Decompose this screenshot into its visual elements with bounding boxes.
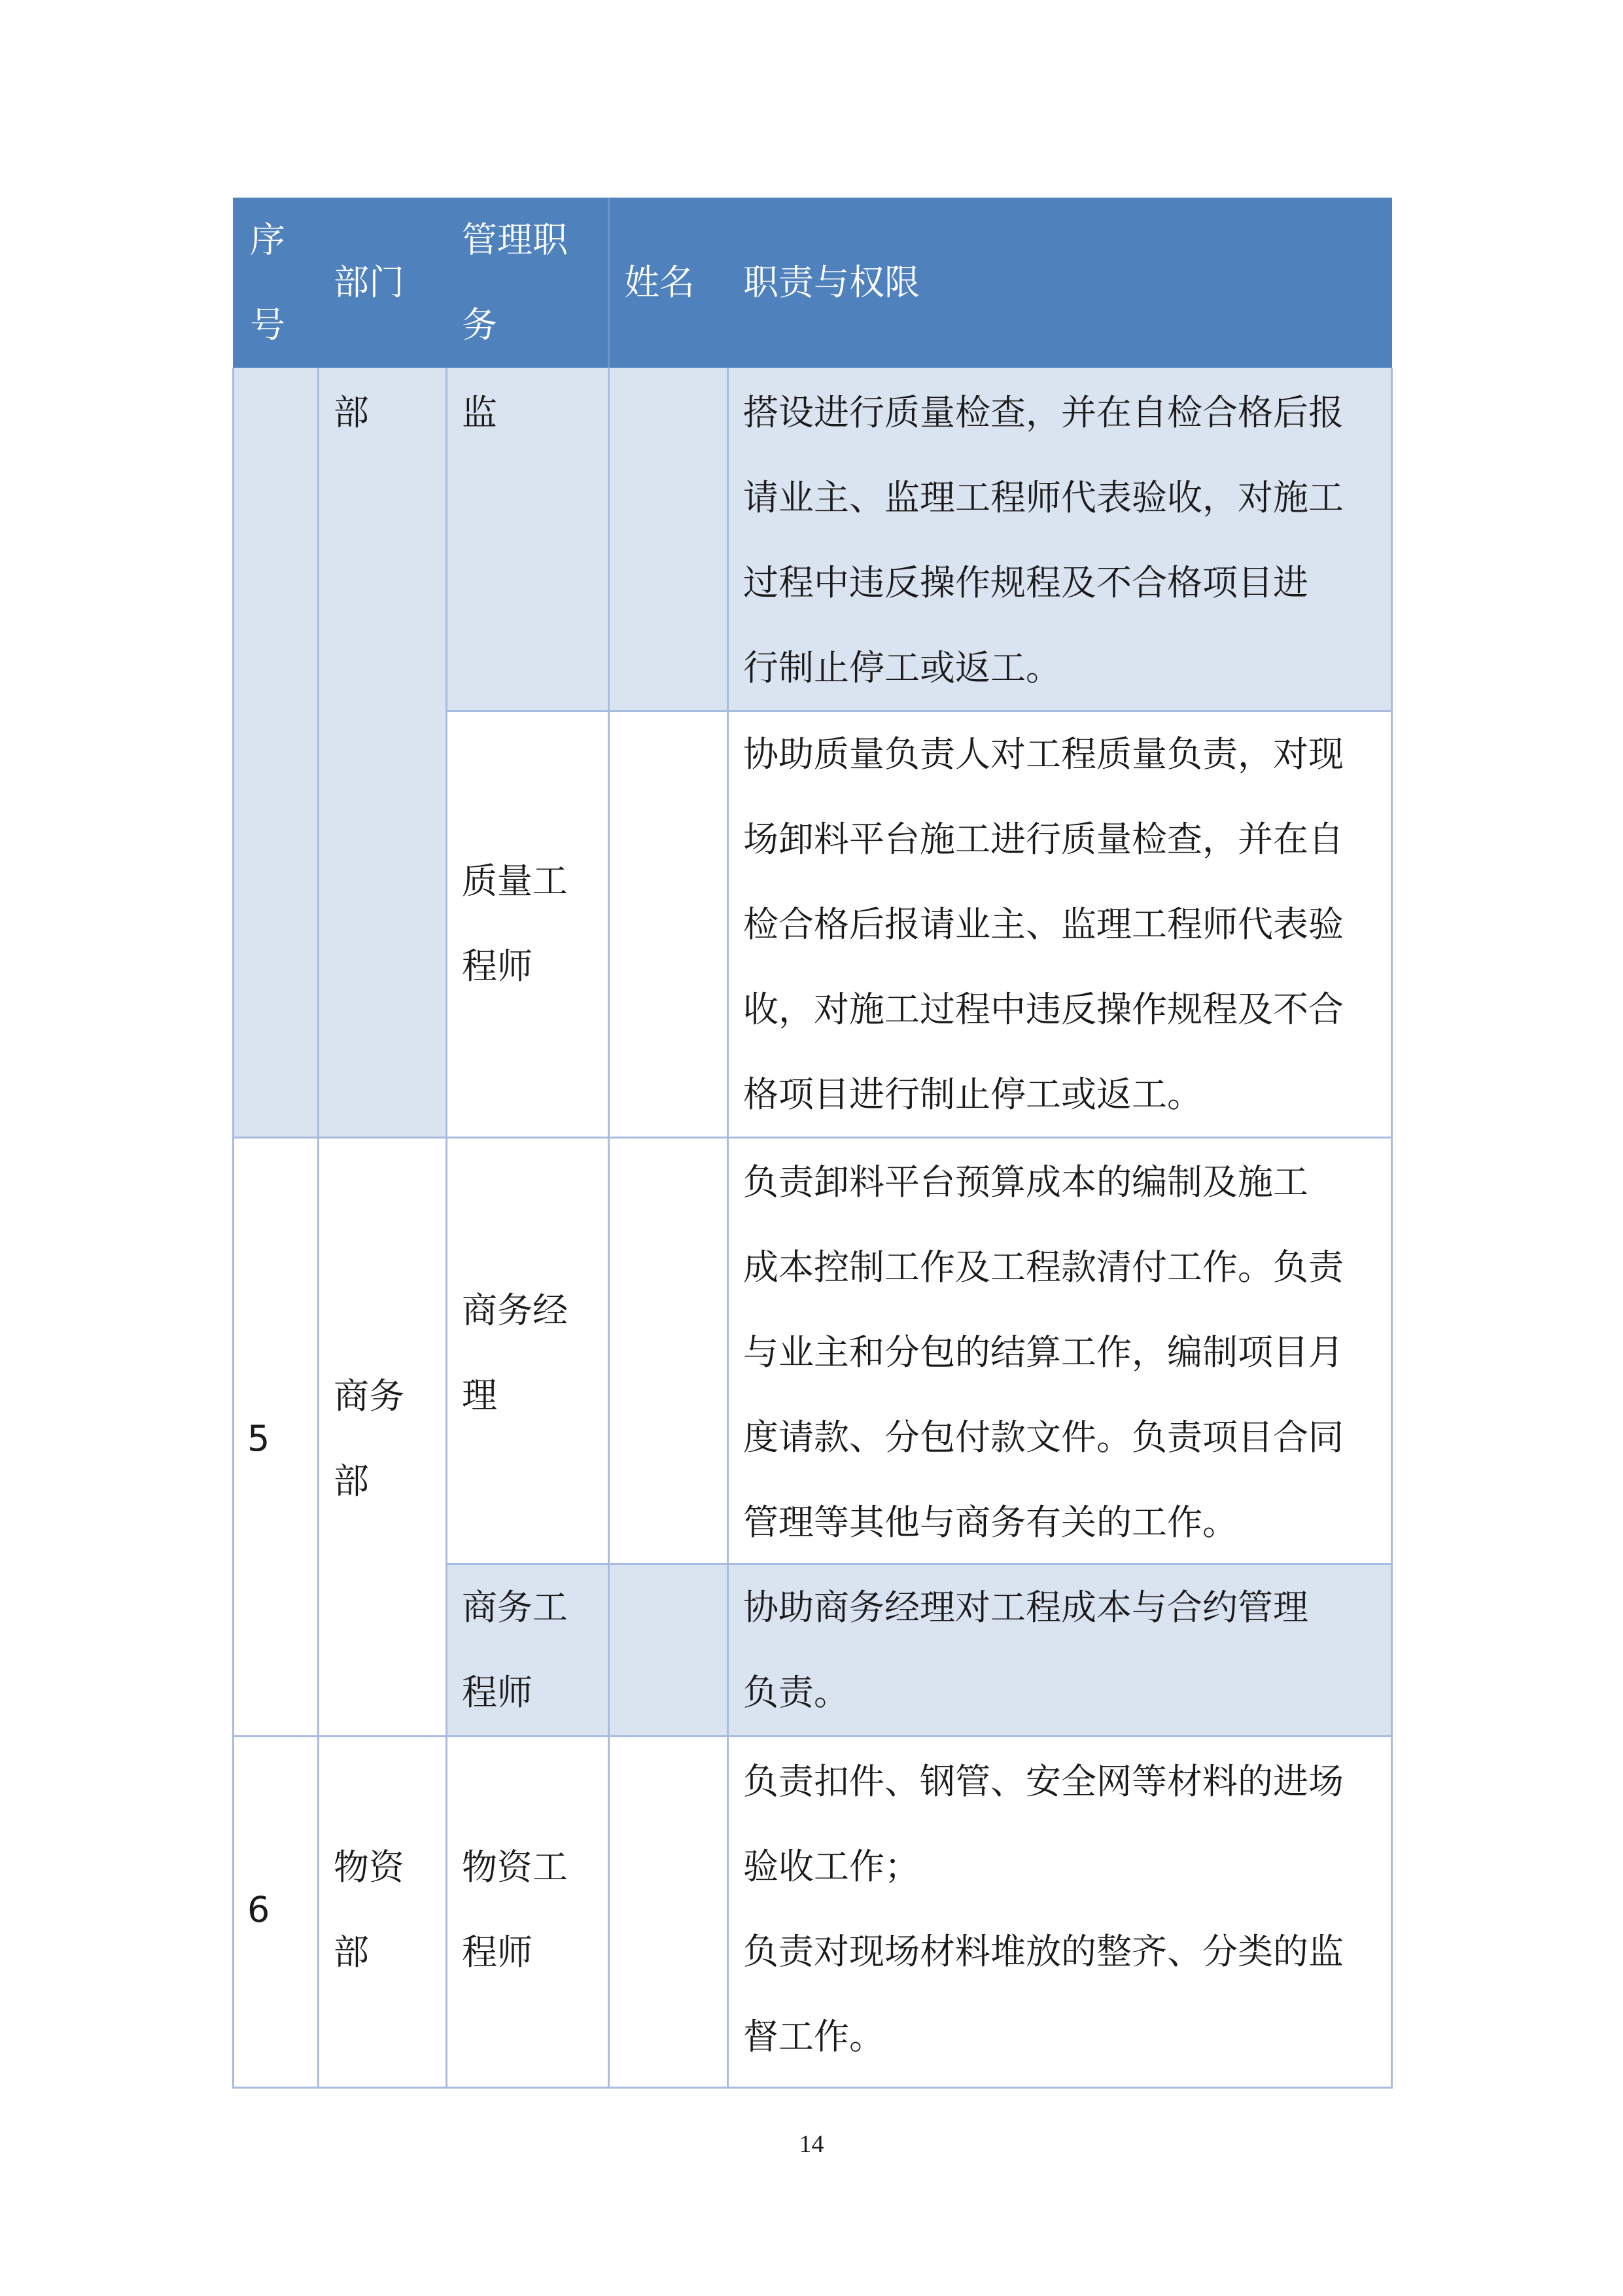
row3-duty-line4: 度请款、分包付款文件。负责项目合同 xyxy=(743,1417,1344,1458)
row3-role-line1: 商务经 xyxy=(462,1290,568,1331)
row1-name-cell xyxy=(608,368,727,711)
row3-duty-line5: 管理等其他与商务有关的工作。 xyxy=(743,1502,1238,1543)
row5-seq: 6 xyxy=(247,1889,270,1930)
row5-duty-line1: 负责扣件、钢管、安全网等材料的进场 xyxy=(743,1761,1344,1802)
seq-cell-continued xyxy=(233,368,318,1137)
dept-cell-continued xyxy=(318,368,446,1137)
row2-duty-line4: 收，对施工过程中违反操作规程及不合 xyxy=(743,989,1344,1030)
row5-role-line1: 物资工 xyxy=(462,1846,568,1888)
header-seq-line2: 号 xyxy=(250,304,285,345)
grid-line xyxy=(445,710,1393,712)
row4-role-line1: 商务工 xyxy=(462,1587,568,1628)
page-number: 14 xyxy=(799,2130,824,2158)
header-seq-line1: 序 xyxy=(250,219,285,260)
grid-line xyxy=(232,1137,1393,1139)
row5-dept-line2: 部 xyxy=(334,1932,369,1973)
grid-line xyxy=(445,368,447,2089)
row5-dept-line1: 物资 xyxy=(334,1846,404,1888)
header-dept: 部门 xyxy=(334,262,404,303)
grid-line xyxy=(1391,368,1393,2089)
row3-duty-line1: 负责卸料平台预算成本的编制及施工 xyxy=(743,1161,1308,1203)
grid-line xyxy=(232,1735,1393,1737)
row4-duty-line1: 协助商务经理对工程成本与合约管理 xyxy=(743,1587,1308,1628)
header-duty: 职责与权限 xyxy=(743,262,920,303)
grid-line xyxy=(727,368,729,2089)
header-name: 姓名 xyxy=(624,262,695,303)
row3-duty-line3: 与业主和分包的结算工作，编制项目月 xyxy=(743,1332,1344,1373)
row2-duty-line2: 场卸料平台施工进行质量检查，并在自 xyxy=(743,819,1344,860)
grid-line xyxy=(445,1563,1393,1565)
grid-line xyxy=(232,368,234,2089)
row3-dept-line2: 部 xyxy=(334,1460,369,1502)
row2-duty-line5: 格项目进行制止停工或返工。 xyxy=(743,1074,1202,1115)
grid-line xyxy=(608,368,610,2089)
table-header xyxy=(233,198,1392,368)
row2-role-line2: 程师 xyxy=(462,945,532,987)
row5-duty-line2: 验收工作； xyxy=(743,1846,920,1887)
header-role-line1: 管理职 xyxy=(462,219,568,260)
row5-duty-line3: 负责对现场材料堆放的整齐、分类的监 xyxy=(743,1931,1344,1972)
row3-seq: 5 xyxy=(247,1418,270,1459)
row1-duty-line1: 搭设进行质量检查，并在自检合格后报 xyxy=(743,392,1344,433)
row3-role-line2: 理 xyxy=(462,1375,497,1416)
row5-role-line2: 程师 xyxy=(462,1932,532,1973)
row1-duty-line3: 过程中违反操作规程及不合格项目进 xyxy=(743,562,1308,603)
row1-dept: 部 xyxy=(334,392,369,433)
row2-role-line1: 质量工 xyxy=(462,860,568,902)
row2-duty-line3: 检合格后报请业主、监理工程师代表验 xyxy=(743,904,1344,945)
row3-dept-line1: 商务 xyxy=(334,1375,404,1417)
row4-name-cell xyxy=(608,1564,727,1735)
row3-duty-line2: 成本控制工作及工程款清付工作。负责 xyxy=(743,1246,1344,1288)
grid-line xyxy=(232,2087,1393,2089)
grid-line xyxy=(608,198,610,368)
row4-duty-line2: 负责。 xyxy=(743,1672,849,1713)
grid-line xyxy=(317,368,319,2089)
row1-duty-line2: 请业主、监理工程师代表验收，对施工 xyxy=(743,477,1344,518)
header-role-line2: 务 xyxy=(462,304,497,345)
row5-duty-line4: 督工作。 xyxy=(743,2016,884,2057)
row1-role: 监 xyxy=(462,392,497,433)
row2-duty-line1: 协助质量负责人对工程质量负责，对现 xyxy=(743,733,1344,775)
row4-role-line2: 程师 xyxy=(462,1672,532,1713)
row1-duty-line4: 行制止停工或返工。 xyxy=(743,647,1061,688)
